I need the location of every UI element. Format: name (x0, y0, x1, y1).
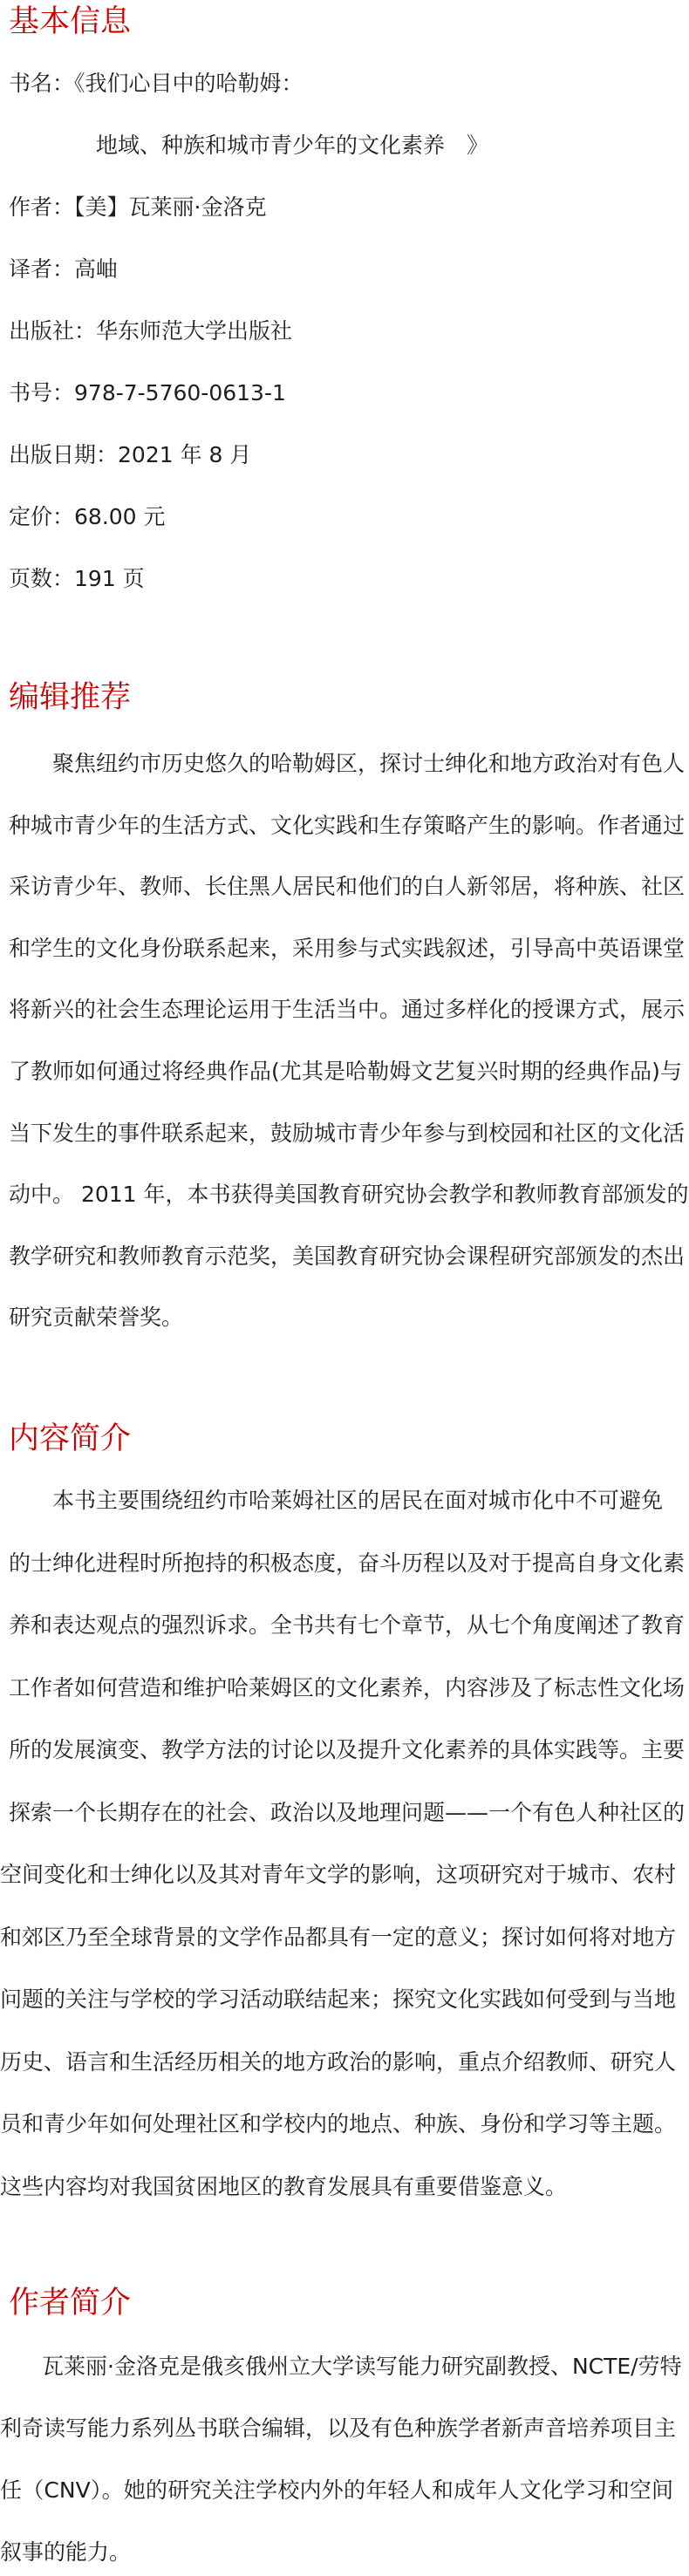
info-label: 书名： (9, 71, 75, 96)
info-label: 书号： (9, 380, 75, 405)
info-value: 高岫 (74, 256, 119, 282)
info-value: 68.00 元 (74, 504, 166, 529)
paragraph-line: 教学研究和教师教育示范奖，美国教育研究协会课程研究部颁发的杰出 (9, 1243, 686, 1269)
paragraph-line: 本书主要围绕纽约市哈莱姆社区的居民在面对城市化中不可避免 (52, 1488, 664, 1513)
paragraph-line: 的士绅化进程时所抱持的积极态度，奋斗历程以及对于提高自身文化素 (9, 1550, 686, 1576)
info-row (9, 504, 166, 530)
paragraph-line: 叙事的能力。 (0, 2539, 132, 2565)
info-label: 定价： (9, 504, 75, 529)
paragraph-line: 任（CNV）。她的研究关注学校内外的年轻人和成年人文化学习和空间 (0, 2477, 673, 2503)
section-title-editor-recommendation: 编辑推荐 (9, 680, 132, 715)
paragraph-line: 利奇读写能力系列丛书联合编辑，以及有色种族学者新声音培养项目主 (0, 2416, 677, 2441)
section-title-author-bio: 作者简介 (9, 2286, 132, 2320)
section-title-content-summary: 内容简介 (9, 1421, 132, 1456)
section-title-basic-info: 基本信息 (9, 4, 132, 39)
info-row (9, 442, 251, 468)
info-value: 【美】瓦莱丽·金洛克 (74, 194, 267, 220)
info-row (9, 71, 304, 97)
paragraph-line: 养和表达观点的强烈诉求。全书共有七个章节，从七个角度阐述了教育 (9, 1612, 686, 1638)
paragraph-line: 工作者如何营造和维护哈莱姆区的文化素养，内容涉及了标志性文化场 (9, 1674, 686, 1700)
paragraph-line: 种城市青少年的生活方式、文化实践和生存策略产生的影响。作者通过 (9, 812, 686, 838)
paragraph-line: 瓦莱丽·金洛克是俄亥俄州立大学读写能力研究副教授、NCTE/劳特 (42, 2354, 682, 2379)
paragraph-line: 研究贡献荣誉奖。 (9, 1305, 184, 1331)
info-row (9, 318, 292, 344)
paragraph-line: 将新兴的社会生态理论运用于生活当中。通过多样化的授课方式，展示 (9, 997, 686, 1023)
info-value: 华东师范大学出版社 (96, 318, 293, 344)
info-label: 出版社： (9, 318, 97, 344)
info-value: 191 页 (74, 566, 145, 591)
paragraph-line: 采访青少年、教师、长住黑人居民和他们的白人新邻居，将种族、社区 (9, 874, 686, 900)
paragraph-line: 当下发生的事件联系起来，鼓励城市青少年参与到校园和社区的文化活 (9, 1120, 686, 1146)
info-label: 出版日期： (9, 442, 119, 467)
paragraph-line: 和郊区乃至全球背景的文学作品都具有一定的意义；探讨如何将对地方 (0, 1924, 677, 1950)
paragraph-line: 历史、语言和生活经历相关的地方政治的影响，重点介绍教师、研究人 (0, 2048, 677, 2075)
paragraph-line: 这些内容均对我国贫困地区的教育发展具有重要借鉴意义。 (0, 2173, 568, 2199)
info-row (9, 380, 286, 406)
info-label: 页数： (9, 566, 75, 591)
info-value: 978-7-5760-0613-1 (74, 380, 286, 405)
info-value: 地域、种族和城市青少年的文化素养 》 (96, 133, 489, 158)
info-row (96, 133, 488, 159)
info-value: 2021 年 8 月 (118, 442, 252, 467)
info-label: 译者： (9, 256, 75, 282)
info-row (9, 566, 145, 592)
paragraph-line: 问题的关注与学校的学习活动联结起来；探究文化实践如何受到与当地 (0, 1987, 677, 2012)
info-label: 作者： (9, 194, 75, 220)
info-row (9, 194, 266, 221)
paragraph-line: 动中。 2011 年，本书获得美国教育研究协会教学和教师教育部颁发的 (9, 1182, 689, 1208)
paragraph-line: 空间变化和士绅化以及其对青年文学的影响，这项研究对于城市、农村 (0, 1862, 677, 1887)
info-row (9, 256, 118, 283)
paragraph-line: 和学生的文化身份联系起来，采用参与式实践叙述，引导高中英语课堂 (9, 935, 686, 961)
paragraph-line: 聚焦纽约市历史悠久的哈勒姆区，探讨士绅化和地方政治对有色人 (52, 751, 686, 776)
paragraph-line: 所的发展演变、教学方法的讨论以及提升文化素养的具体实践等。主要 (9, 1737, 686, 1762)
info-value: 《我们心目中的哈勒姆： (74, 71, 304, 96)
paragraph-line: 员和青少年如何处理社区和学校内的地点、种族、身份和学习等主题。 (0, 2111, 677, 2136)
paragraph-line: 探索一个长期存在的社会、政治以及地理问题——一个有色人种社区的 (9, 1799, 686, 1825)
paragraph-line: 了教师如何通过将经典作品(尤其是哈勒姆文艺复兴时期的经典作品)与 (9, 1059, 682, 1084)
